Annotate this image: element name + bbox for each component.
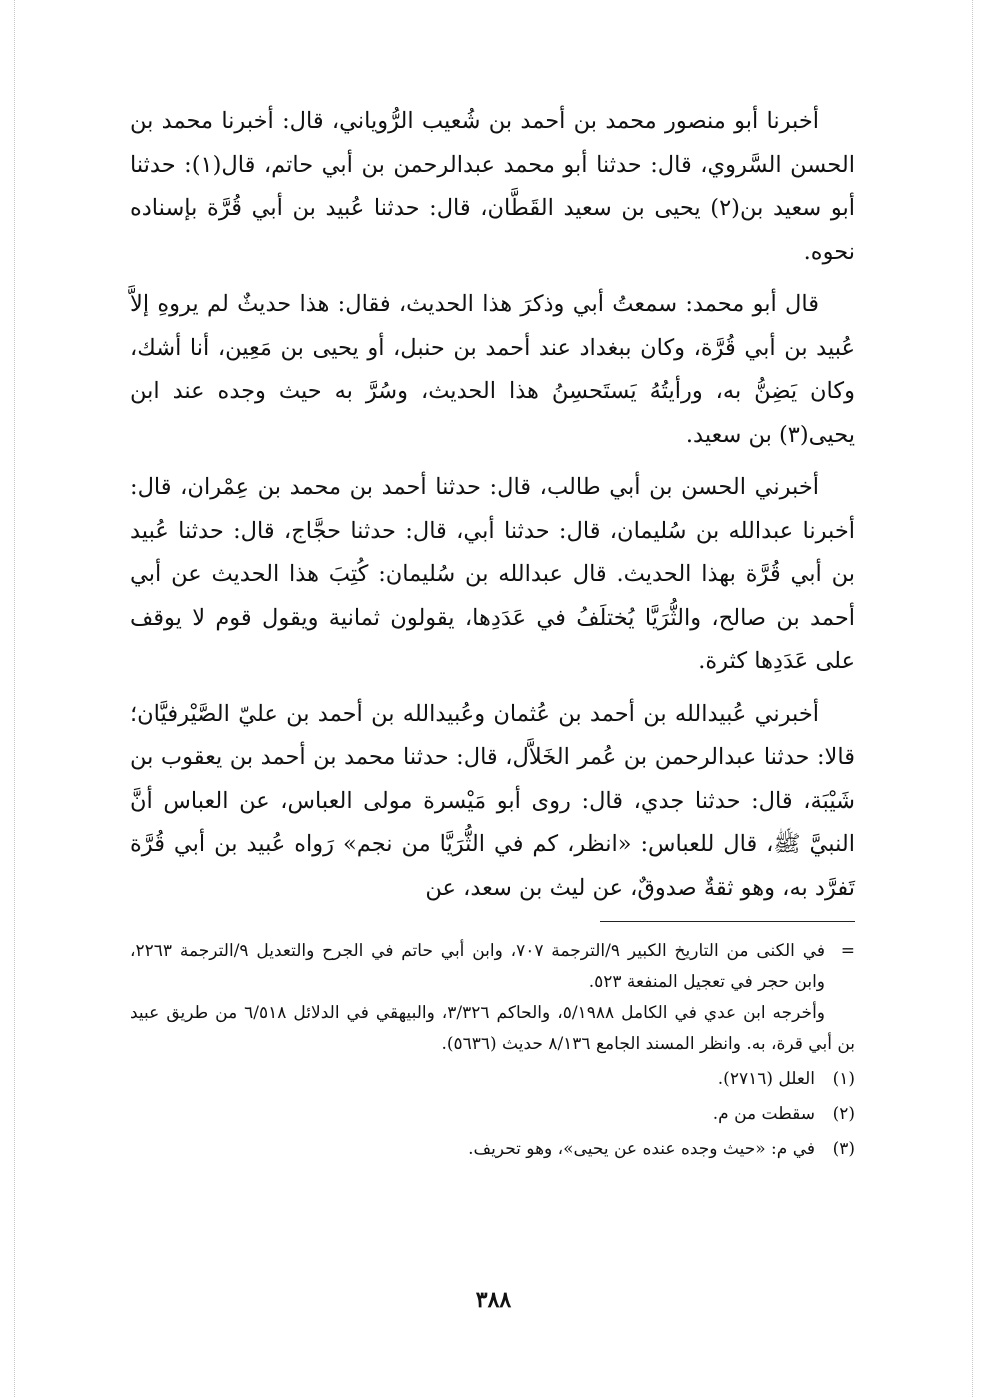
paragraph-4: أخبرني عُبيدالله بن أحمد بن عُثمان وعُبيدالله بن أحمد بن عليّ الصَّيْرفيَّان؛ قالا: حدثنا عبدالرحمن بن عُمر الخَلاَّل، قال: حدثنا محمد بن أحمد بن يعقوب بن شَيْبَة، قال: حدثنا جدي، قال: روى أبو مَيْسرة مولى العباس، عن العباس أنَّ النبيَّ ﷺ، قال للعباس: «انظر، كم في الثُّرَيَّا من نجم» رَواه عُبيد بن أبي قُرَّة تَفرَّد به، وهو ثقةٌ صدوقٌ، عن ليث بن سعد، عن <box>130 700 855 901</box>
footnote-number: (٢) <box>832 1104 855 1124</box>
footnote-separator <box>600 921 855 922</box>
scan-edge-left <box>14 0 15 1397</box>
footnote-text: العلل (٢٧١٦). <box>717 1069 815 1089</box>
footnote-continuation <box>130 936 855 998</box>
paragraph-1: أخبرنا أبو منصور محمد بن أحمد بن شُعيب الرُّوياني، قال: أخبرنا محمد بن الحسن السَّروي، قال: حدثنا أبو محمد عبدالرحمن بن أبي حاتم، قال(١): حدثنا أبو سعيد بن(٢) يحيى بن سعيد القَطَّان، قال: حدثنا عُبيد بن أبي قُرَّة بإسناده نحوه. <box>130 108 855 265</box>
paragraph-2: قال أبو محمد: سمعتُ أبي وذكرَ هذا الحديث، فقال: هذا حديثٌ لم يروهِ إلاَّ عُبيد بن أبي قُرَّة، وكان ببغداد عند أحمد بن حنبل، أو يحيى بن مَعِين، أنا أشك، وكان يَضِنُّ به، ورأيتُهُ يَستَحسِنُ هذا الحديث، وسُرَّ به حيث وجده عند ابن يحيى(٣) بن سعيد. <box>130 291 855 448</box>
footnote-number: (١) <box>832 1069 855 1089</box>
footnote-2 <box>130 1099 855 1130</box>
continuation-text: في الكنى من التاريخ الكبير ٩/الترجمة ٧٠٧، وابن أبي حاتم في الجرح والتعديل ٩/الترجمة ٢٢٦٣، وابن حجر في تعجيل المنفعة ٥٢٣. <box>130 941 825 992</box>
footnote-text: سقطت من م. <box>712 1104 815 1124</box>
scan-edge-right <box>972 0 973 1397</box>
continuation-marker: = <box>840 941 855 961</box>
paragraph-3: أخبرني الحسن بن أبي طالب، قال: حدثنا أحمد بن محمد بن عِمْران، قال: أخبرنا عبدالله بن سُليمان، قال: حدثنا أبي، قال: حدثنا حجَّاج، قال: حدثنا عُبيد بن أبي قُرَّة بهذا الحديث. قال عبدالله بن سُليمان: كُتِبَ هذا الحديث عن أبي أحمد بن صالح، والثُّرَيَّا يُختلَفُ في عَدَدِها، يقولون ثمانية ويقول قوم لا يوقف على عَدَدِها كثرة. <box>130 474 855 674</box>
footnote-3 <box>130 1134 855 1165</box>
main-text <box>130 100 855 919</box>
footnote-1 <box>130 1064 855 1095</box>
footnotes <box>130 936 855 1165</box>
footnote-continuation-2: وأخرجه ابن عدي في الكامل ٥/١٩٨٨، والحاكم ٣/٣٢٦، والبيهقي في الدلائل ٦/٥١٨ من طريق عبيد بن أبي قرة، به. وانظر المسند الجامع ٨/١٣٦ حديث (٥٦٣٦). <box>130 1003 855 1054</box>
footnote-text: في م: «حيث وجده عنده عن يحيى»، وهو تحريف. <box>468 1139 815 1159</box>
footnote-number: (٣) <box>832 1139 855 1159</box>
page-number: ٣٨٨ <box>475 1287 512 1313</box>
